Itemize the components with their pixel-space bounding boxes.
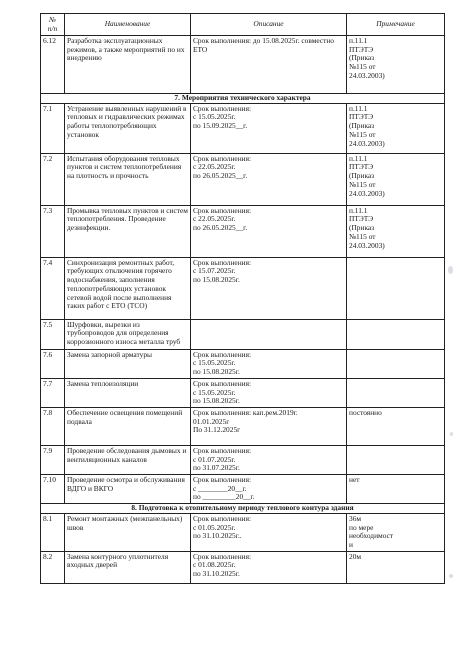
table-row xyxy=(41,475,445,504)
row-number: 7.5 xyxy=(41,319,65,349)
row-name: Разработка эксплуатационных режимов, а также мероприятий по их внедрению xyxy=(65,36,191,94)
row-note xyxy=(347,378,445,407)
row-number: 7.3 xyxy=(41,205,65,257)
row-note: п.11.1 ПТЭТЭ (Приказ №115 от 24.03.2003) xyxy=(347,205,445,257)
row-description: Срок выполнения: с ________20__г. по _________20__г. xyxy=(191,475,347,504)
row-note: нет xyxy=(347,475,445,504)
row-description: Срок выполнения: с 15.05.2025г. по 15.08.2025г. xyxy=(191,349,347,378)
row-description: Срок выполнения: с 22.05.2025г. по 26.05.2025__г. xyxy=(191,205,347,257)
row-description: Срок выполнения: с 15.05.2025г. по 15.09.2025__г. xyxy=(191,103,347,153)
row-note: п.11.1 ПТЭТЭ (Приказ №115 от 24.03.2003) xyxy=(347,153,445,205)
header-note: Примечание xyxy=(347,14,445,36)
row-description: Срок выполнения: кап.рем.2019г. 01.01.2025г По 31.12.2025г xyxy=(191,407,347,445)
row-note: 20м xyxy=(347,551,445,583)
row-description: Срок выполнения: с 15.05.2025г. по 15.08.2025г. xyxy=(191,378,347,407)
row-number: 8.1 xyxy=(41,513,65,551)
row-note xyxy=(347,349,445,378)
row-name: Замена теплоизоляции xyxy=(65,378,191,407)
row-note: п.11.1 ПТЭТЭ (Приказ №115 от 24.03.2003) xyxy=(347,103,445,153)
table-row xyxy=(41,407,445,445)
table-row xyxy=(41,378,445,407)
table-row xyxy=(41,551,445,583)
scan-mark xyxy=(449,574,453,578)
row-note xyxy=(347,319,445,349)
work-plan-table xyxy=(40,13,445,584)
row-number: 6.12 xyxy=(41,36,65,94)
section-title: 8. Подготовка к отопительному периоду теплового контура здания xyxy=(41,504,445,514)
row-note: постоянно xyxy=(347,407,445,445)
table-row xyxy=(41,349,445,378)
row-number: 7.1 xyxy=(41,103,65,153)
row-number: 8.2 xyxy=(41,551,65,583)
row-note: п.11.1 ПТЭТЭ (Приказ №115 от 24.03.2003) xyxy=(347,36,445,94)
row-note: 36м по мере необходимост и xyxy=(347,513,445,551)
header-num: № п/п xyxy=(41,14,65,36)
table-row xyxy=(41,36,445,94)
row-number: 7.2 xyxy=(41,153,65,205)
row-number: 7.6 xyxy=(41,349,65,378)
row-number: 7.9 xyxy=(41,445,65,474)
row-number: 7.8 xyxy=(41,407,65,445)
row-description: Срок выполнения: с 15.07.2025г. по 15.08.2025г. xyxy=(191,257,347,319)
row-name: Проведение осмотра и обслуживания ВДГО и ВКГО xyxy=(65,475,191,504)
table-row xyxy=(41,103,445,153)
row-note xyxy=(347,445,445,474)
row-name: Шурфовки, вырезки из трубопроводов для определения коррозионного износа металла труб xyxy=(65,319,191,349)
row-number: 7.4 xyxy=(41,257,65,319)
row-description: Срок выполнения: с 22.05.2025г. по 26.05.2025__г. xyxy=(191,153,347,205)
section-title: 7. Мероприятия технического характера xyxy=(41,94,445,104)
table-row xyxy=(41,445,445,474)
scan-mark xyxy=(448,266,453,274)
table-row xyxy=(41,153,445,205)
header-description: Описание xyxy=(191,14,347,36)
scan-mark xyxy=(450,432,453,436)
row-name: Проведение обследования дымовых и вентиляционных каналов xyxy=(65,445,191,474)
row-description: Срок выполнения: с 01.05.2025г. по 31.10.2025г.. xyxy=(191,513,347,551)
row-name: Синхронизация ремонтных работ, требующих отключения горячего водоснабжения, заполнения теплопотребляющих установок сетевой водой после выполнения таких работ с ЕТО (ТСО) xyxy=(65,257,191,319)
row-note xyxy=(347,257,445,319)
row-name: Устранение выявленных нарушений в тепловых и гидравлических режимах работы теплопотребляющих установок xyxy=(65,103,191,153)
section-row xyxy=(41,504,445,514)
row-description xyxy=(191,319,347,349)
table-row xyxy=(41,257,445,319)
row-description: Срок выполнения: с 01.07.2025г. по 31.07.2025г. xyxy=(191,445,347,474)
row-name: Испытания оборудования тепловых пунктов и систем теплопотребления на плотность и прочность xyxy=(65,153,191,205)
row-name: Замена запорной арматуры xyxy=(65,349,191,378)
row-number: 7.10 xyxy=(41,475,65,504)
table-header-row xyxy=(41,14,445,36)
row-name: Обеспечение освещения помещений подвала xyxy=(65,407,191,445)
row-number: 7.7 xyxy=(41,378,65,407)
section-row xyxy=(41,94,445,104)
table-row xyxy=(41,205,445,257)
header-name: Наименование xyxy=(65,14,191,36)
table-row xyxy=(41,319,445,349)
row-description: Срок выполнения: с 01.08.2025г. по 31.10.2025г. xyxy=(191,551,347,583)
row-name: Промывка тепловых пунктов и систем теплопотребления. Проведение дезинфекции. xyxy=(65,205,191,257)
row-name: Ремонт монтажных (межпанельных) швов xyxy=(65,513,191,551)
row-description: Срок выполнения: до 15.08.2025г. совместно ЕТО xyxy=(191,36,347,94)
table-row xyxy=(41,513,445,551)
row-name: Замена контурного уплотнителя входных дверей xyxy=(65,551,191,583)
